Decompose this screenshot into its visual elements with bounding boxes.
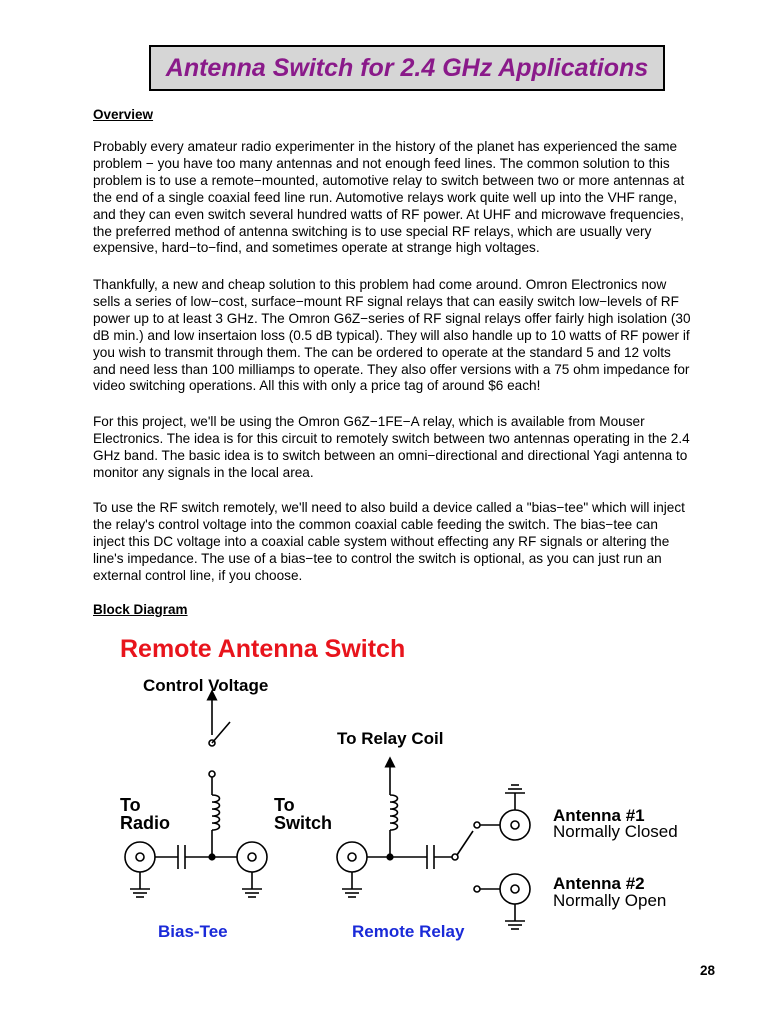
paragraph-3: [93, 414, 725, 482]
control-voltage-label: Control Voltage: [143, 676, 269, 695]
page-title: Antenna Switch for 2.4 GHz Applications: [165, 53, 649, 82]
block-diagram-heading: Block Diagram: [93, 602, 188, 617]
paragraph-line: problem − you have too many antennas and not enough feed lines. The common solution to this: [93, 155, 670, 171]
to-switch-label-1: To: [274, 795, 295, 815]
paragraph-line: the end of a single coaxial feed line run. Automotive relays work quite well up into the VHF range,: [93, 189, 678, 205]
antenna2-label: Antenna #2: [553, 874, 645, 893]
remote-relay-circuit: [337, 762, 530, 929]
antenna1-state: Normally Closed: [553, 822, 678, 841]
paragraph-line: Electronics. The idea is for this circuit to remotely switch between two antennas operating in the 2.4: [93, 430, 690, 446]
paragraph-line: monitor any signals in the local area.: [93, 464, 314, 480]
block-diagram: [90, 625, 720, 960]
paragraph-line: GHz band. The basic idea is to switch between an omni−directional and directional Yagi antenna to: [93, 447, 688, 463]
to-relay-coil-label: To Relay Coil: [337, 729, 444, 748]
paragraph-line: problem is to use a remote−mounted, automotive relay to switch between two or more antennas at: [93, 172, 685, 188]
paragraph-line: Thankfully, a new and cheap solution to this problem had come around. Omron Electronics now: [93, 277, 667, 292]
paragraph-line: and they can even switch several hundred watts of RF power. At UHF and microwave frequencies,: [93, 206, 684, 222]
paragraph-1: [93, 139, 725, 257]
remote-relay-caption: Remote Relay: [352, 922, 465, 941]
to-radio-label-1: To: [120, 795, 141, 815]
paragraph-line: external control line, if you choose.: [93, 567, 303, 583]
diagram-title: Remote Antenna Switch: [120, 635, 406, 663]
paragraph-line: sells a series of low−cost, surface−mount RF signal relays that can easily switch low−levels of RF: [93, 293, 679, 309]
paragraph-line: line's impedance. The use of a bias−tee to control the switch is optional, as you can just run an: [93, 550, 662, 566]
paragraph-line: expensive, hard−to−find, and sometimes operate at strange high voltages.: [93, 240, 540, 256]
paragraph-line: the relay's control voltage into the common coaxial cable feeding the switch. The bias−tee can: [93, 516, 658, 532]
antenna1-label: Antenna #1: [553, 806, 645, 825]
antenna2-state: Normally Open: [553, 891, 667, 910]
paragraph-4: [93, 500, 725, 585]
page-number: 28: [700, 963, 716, 978]
paragraph-line: To use the RF switch remotely, we'll need to also build a device called a "bias−tee" which will inject: [93, 500, 685, 515]
paragraph-line: inject this DC voltage into a coaxial cable system without effecting any RF signals or altering the: [93, 533, 670, 549]
paragraph-line: the preferred method of antenna switching is to use special RF relays, which are usually very: [93, 223, 652, 239]
paragraph-line: Probably every amateur radio experimenter in the history of the planet has experienced the same: [93, 139, 678, 154]
paragraph-line: dB min.) and low insertaion loss (0.5 dB typical). They will also handle up to 10 watts of RF power if: [93, 327, 690, 343]
paragraph-line: you wish to transmit through them. The can be ordered to operate at the standard 5 and 12 volts: [93, 344, 671, 360]
paragraph-line: For this project, we'll be using the Omron G6Z−1FE−A relay, which is available from Mouser: [93, 414, 645, 429]
paragraph-line: power up to at least 3 GHz. The Omron G6Z−series of RF signal relays offer fairly high isolation (30: [93, 310, 691, 326]
paragraph-line: and need less than 100 milliamps to operate. They also offer versions with a 75 ohm impedance for: [93, 361, 690, 377]
bias-tee-caption: Bias-Tee: [158, 922, 228, 941]
block-diagram-svg: [90, 625, 720, 955]
to-switch-label-2: Switch: [274, 813, 333, 833]
overview-heading: Overview: [93, 107, 154, 122]
bias-tee-circuit: [125, 695, 267, 897]
to-radio-label-2: Radio: [120, 813, 171, 833]
paragraph-line: video switching operations. All this with only a price tag of around $6 each!: [93, 378, 541, 394]
title-box: [149, 45, 665, 91]
paragraph-2: [93, 277, 725, 395]
